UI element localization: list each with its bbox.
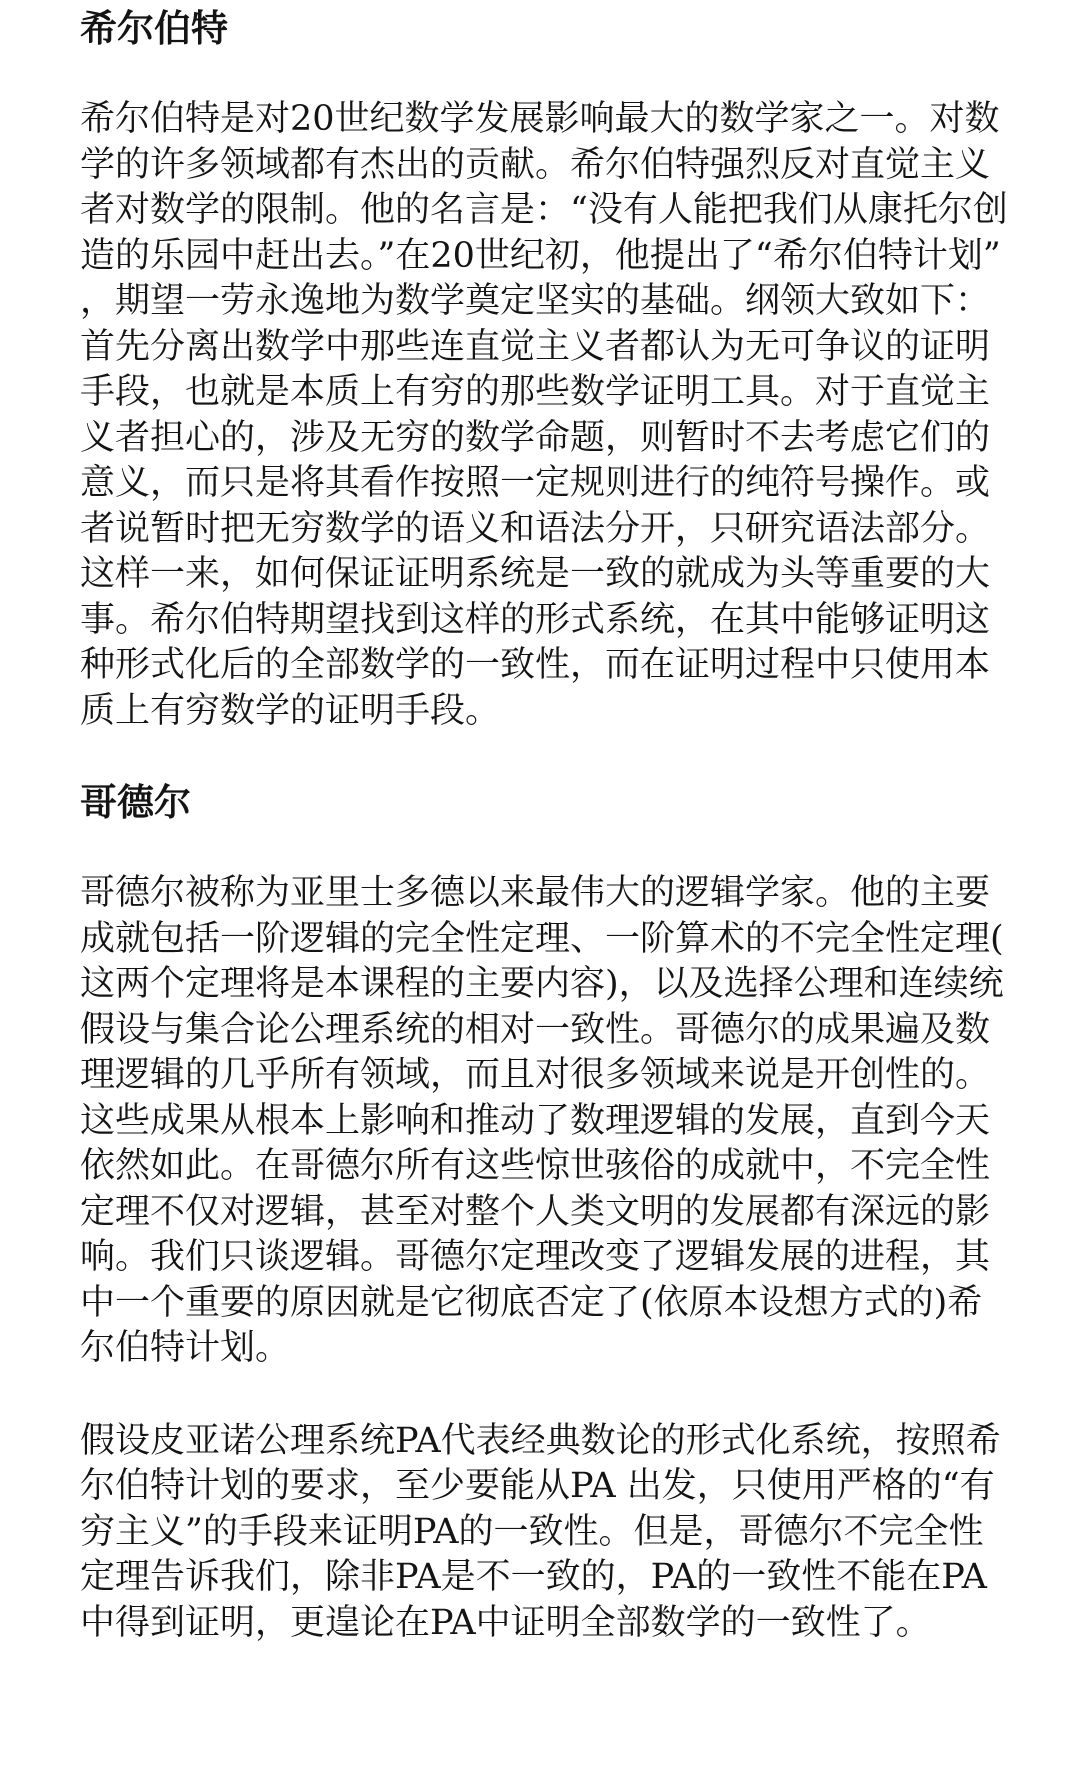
section-heading-godel: 哥德尔 bbox=[80, 781, 191, 824]
paragraph-hilbert: 希尔伯特是对20世纪数学发展影响最大的数学家之一。对数学的许多领域都有杰出的贡献。希尔伯特强烈反对直觉主义者对数学的限制。他的名言是：“没有人能把我们从康托尔创造的乐园中赶出去。”在20世纪初，他提出了“希尔伯特计划”，期望一劳永逸地为数学奠定坚实的基础。纲领大致如下：首先分离出数学中那些连直觉主义者都认为无可争议的证明手段，也就是本质上有穷的那些数学证明工具。对于直觉主义者担心的，涉及无穷的数学命题，则暂时不去考虑它们的意义，而只是将其看作按照一定规则进行的纯符号操作。或者说暂时把无穷数学的语义和语法分开，只研究语法部分。这样一来，如何保证证明系统是一致的就成为头等重要的大事。希尔伯特期望找到这样的形式系统，在其中能够证明这种形式化后的全部数学的一致性，而在证明过程中只使用本质上有穷数学的证明手段。 bbox=[80, 99, 1008, 731]
paragraph-godel-achievements: 哥德尔被称为亚里士多德以来最伟大的逻辑学家。他的主要成就包括一阶逻辑的完全性定理、一阶算术的不完全性定理(这两个定理将是本课程的主要内容)，以及选择公理和连续统假设与集合论公理系统的相对一致性。哥德尔的成果遍及数理逻辑的几乎所有领域，而且对很多领域来说是开创性的。这些成果从根本上影响和推动了数理逻辑的发展，直到今天依然如此。在哥德尔所有这些惊世骇俗的成就中，不完全性定理不仅对逻辑，甚至对整个人类文明的发展都有深远的影响。我们只谈逻辑。哥德尔定理改变了逻辑发展的进程，其中一个重要的原因就是它彻底否定了(依原本设想方式的)希尔伯特计划。 bbox=[80, 873, 1004, 1368]
document-page bbox=[80, 0, 1010, 1646]
paragraph-pa-consistency: 假设皮亚诺公理系统PA代表经典数论的形式化系统，按照希尔伯特计划的要求，至少要能从PA 出发，只使用严格的“有穷主义”的手段来证明PA的一致性。但是，哥德尔不完全性定理告诉我们，除非PA是不一致的，PA的一致性不能在PA中得到证明，更遑论在PA中证明全部数学的一致性了。 bbox=[80, 1420, 1001, 1643]
section-heading-hilbert: 希尔伯特 bbox=[80, 7, 228, 50]
